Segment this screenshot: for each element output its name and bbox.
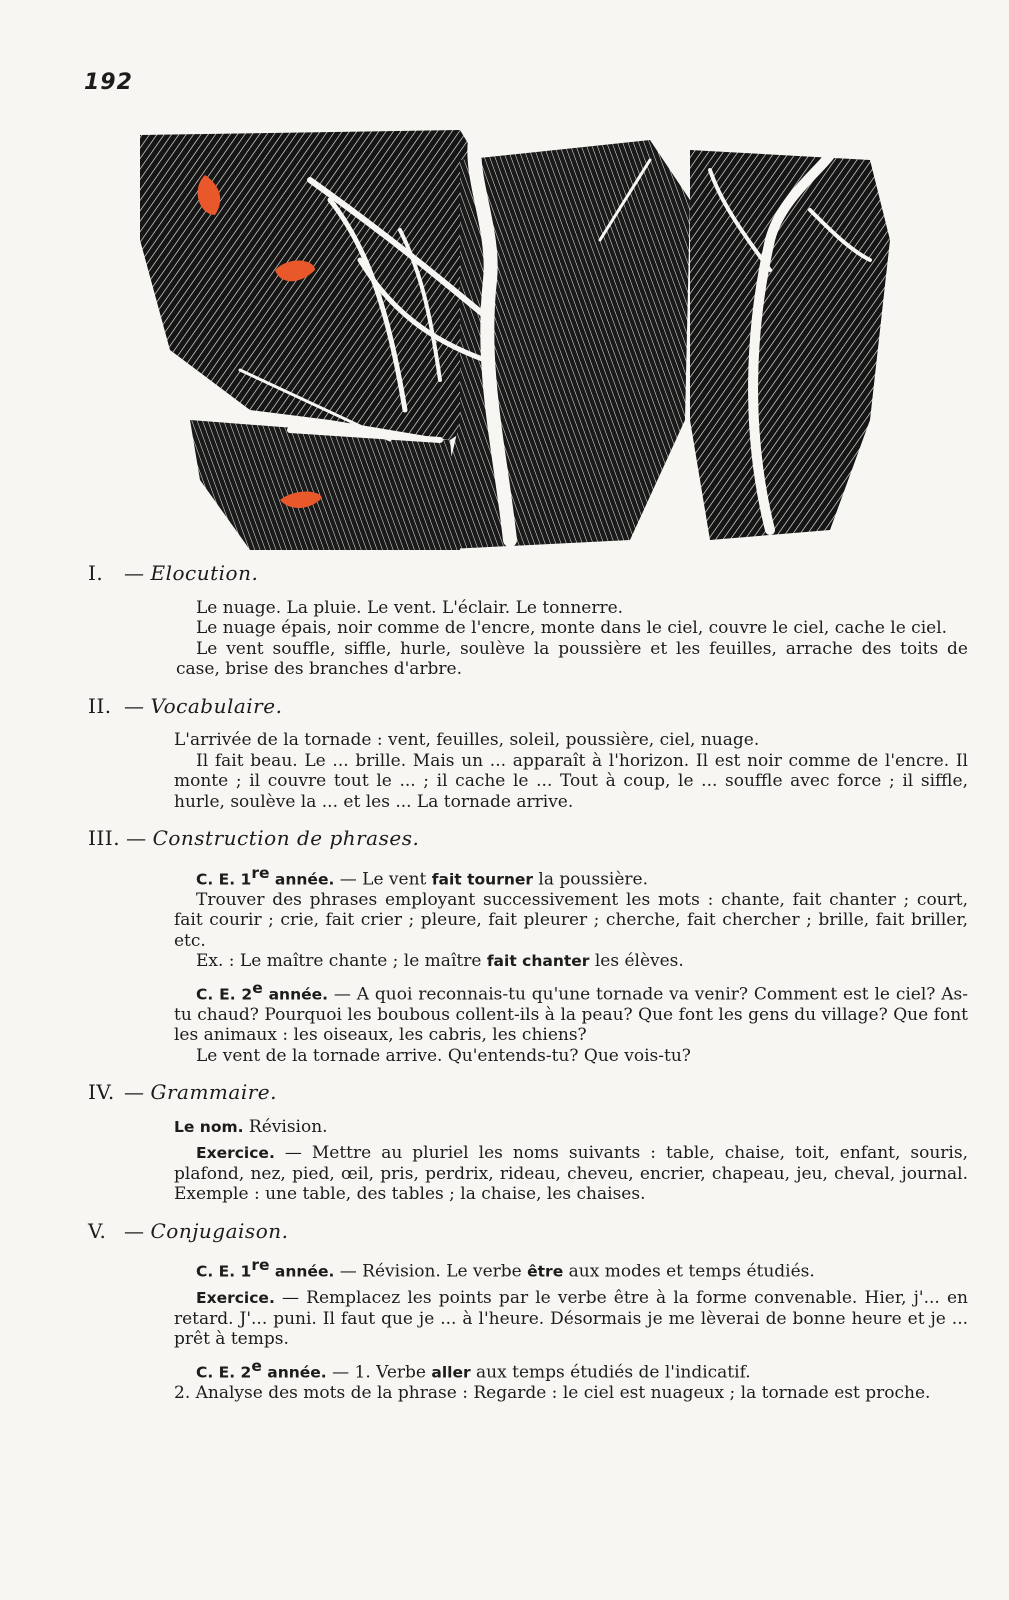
section-title: Conjugaison. xyxy=(150,1218,289,1243)
tornado-forest-illustration xyxy=(130,120,900,555)
paragraph: Trouver des phrases employant successivement les mots : chante, fait chanter ; court, fait courir ; crie, fait crier ; pleure, fait pleurer ; cherche, fait chercher ; brille, fait briller, etc. xyxy=(174,889,968,951)
ce1-sup: re xyxy=(251,863,270,882)
example-line xyxy=(174,951,968,972)
ce2-text: — A quoi reconnais-tu qu'une tornade va venir? Comment est le ciel? As-tu chaud? Pourquoi les boubous collent-ils à la peau? Que font les gens du village? Que font les animaux : les oiseaux, les cabris, les chiens? xyxy=(174,984,969,1046)
section-body xyxy=(88,1255,968,1403)
paragraph: 2. Analyse des mots de la phrase : Regarde : le ciel est nuageux ; la tornade est proche. xyxy=(174,1383,931,1404)
ce2-text: aux temps étudiés de l'indicatif. xyxy=(470,1362,751,1383)
annee-label: année. xyxy=(274,1262,335,1281)
ce2-line xyxy=(174,1356,968,1383)
ce2-label: C. E. 2 xyxy=(196,1363,252,1382)
ce1-text: — Révision. Le verbe xyxy=(334,1261,528,1282)
ce1-label: C. E. 1 xyxy=(196,1262,252,1281)
paragraph: Le nuage. La pluie. Le vent. L'éclair. Le tonnerre. xyxy=(196,597,624,618)
section-body xyxy=(88,1117,968,1205)
nom-line xyxy=(174,1117,968,1138)
annee-label: année. xyxy=(274,870,335,889)
example-bold: fait chanter xyxy=(486,952,590,971)
ce1-text: aux modes et temps étudiés. xyxy=(563,1261,815,1282)
ce2-bold: aller xyxy=(431,1363,471,1382)
section-heading xyxy=(88,693,968,718)
ce1-text: — Le vent xyxy=(334,869,432,890)
section-numeral: IV. xyxy=(88,1080,115,1105)
section-dash: — xyxy=(124,693,145,718)
paragraph: Le vent de la tornade arrive. Qu'entends-tu? Que vois-tu? xyxy=(196,1045,691,1066)
nom-text: Révision. xyxy=(243,1116,328,1137)
example-text: les élèves. xyxy=(589,951,684,972)
ce1-sup: re xyxy=(251,1256,270,1275)
section-heading xyxy=(88,563,968,584)
section-dash: — xyxy=(124,561,145,585)
lesson-content xyxy=(88,563,968,1420)
section-elocution xyxy=(88,563,968,680)
section-numeral: V. xyxy=(88,1218,107,1243)
section-numeral: II. xyxy=(88,693,112,718)
section-conjugaison xyxy=(88,1218,968,1404)
ce2-text: — 1. Verbe xyxy=(326,1362,432,1383)
section-body xyxy=(88,598,968,680)
section-title: Grammaire. xyxy=(150,1080,277,1105)
annee-label: année. xyxy=(268,985,329,1004)
section-body xyxy=(88,730,968,812)
section-body xyxy=(88,863,968,1067)
section-title: Construction de phrases. xyxy=(152,826,420,850)
ce1-text: la poussière. xyxy=(533,869,649,890)
ce1-bold: être xyxy=(527,1262,564,1281)
section-heading xyxy=(88,1218,968,1243)
section-title: Vocabulaire. xyxy=(150,693,283,718)
paragraph: Le vent souffle, siffle, hurle, soulève la poussière et les feuilles, arrache des toits de case, brise des branches d'arbre. xyxy=(176,638,968,679)
ce2-line xyxy=(174,978,968,1046)
ce1-line xyxy=(174,1255,968,1282)
nom-label: Le nom. xyxy=(174,1117,244,1136)
section-vocabulaire xyxy=(88,693,968,813)
section-dash: — xyxy=(124,1080,145,1105)
ce1-label: C. E. 1 xyxy=(196,870,252,889)
ce2-sup: e xyxy=(251,1356,262,1375)
ce1-bold: fait tourner xyxy=(431,870,534,889)
paragraph: Le nuage épais, noir comme de l'encre, monte dans le ciel, couvre le ciel, cache le ciel. xyxy=(196,618,948,638)
section-numeral: I. xyxy=(88,561,104,585)
exercise-label: Exercice. xyxy=(196,1289,275,1308)
ce2-sup: e xyxy=(252,978,263,997)
section-construction xyxy=(88,828,968,1066)
exercise-text: — Mettre au pluriel les noms suivants : table, chaise, toit, enfant, souris, plafond, nez, pied, œil, pris, perdrix, rideau, cheveu, encrier, chapeau, jeu, cheval, journal. Exemple : une table, des tables ; la chaise, les chaises. xyxy=(174,1143,968,1205)
example-text: Ex. : Le maître chante ; le maître xyxy=(196,951,487,972)
exercise-line xyxy=(174,1288,968,1350)
section-numeral: III. xyxy=(88,826,121,850)
section-heading xyxy=(88,1082,968,1103)
section-title: Elocution. xyxy=(150,561,259,585)
section-dash: — xyxy=(126,826,147,850)
ce1-line xyxy=(174,863,968,890)
page-number: 192 xyxy=(84,70,133,95)
paragraph: L'arrivée de la tornade : vent, feuilles, soleil, poussière, ciel, nuage. xyxy=(174,730,760,750)
section-grammaire xyxy=(88,1082,968,1205)
ce2-label: C. E. 2 xyxy=(196,985,253,1004)
exercise-line xyxy=(174,1143,968,1205)
paragraph: Il fait beau. Le ... brille. Mais un ... apparaît à l'horizon. Il est noir comme de l'encre. Il monte ; il couvre tout le ... ; il cache le ... Tout à coup, le ... souffle avec force ; il siffle, hurle, soulève la ... et les ... La tornade arrive. xyxy=(174,750,968,812)
exercise-label: Exercice. xyxy=(196,1144,275,1163)
section-heading xyxy=(88,828,968,849)
exercise-text: — Remplacez les points par le verbe être à la forme convenable. Hier, j'... en retard. J'... puni. Il faut que je ... à l'heure. Désormais je me lèverai de bonne heure et je ... prêt à temps. xyxy=(174,1288,968,1350)
section-dash: — xyxy=(124,1218,145,1243)
annee-label: année. xyxy=(267,1363,327,1382)
